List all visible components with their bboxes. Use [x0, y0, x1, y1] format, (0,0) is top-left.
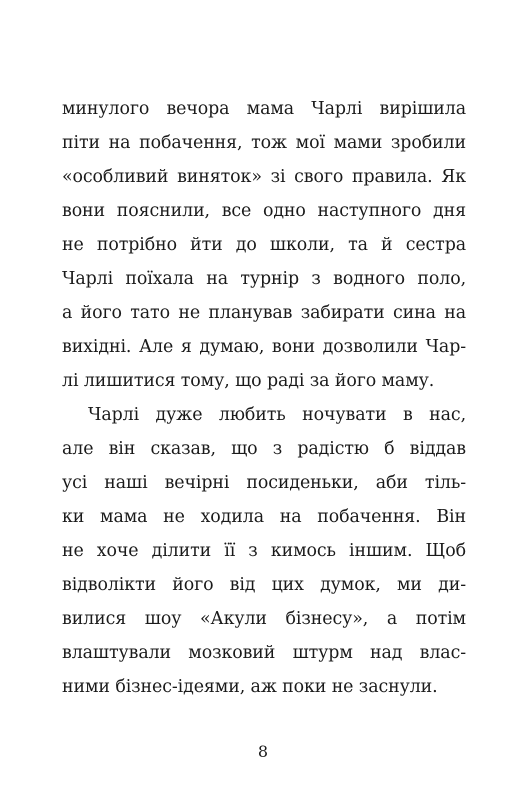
text-line: піти на побачення, тож мої мами зробили	[62, 133, 466, 153]
text-line: вони пояснили, все одно наступного дня	[62, 201, 466, 221]
text-line: а його тато не планував забирати сина на	[62, 303, 466, 323]
text-line: «особливий виняток» зі свого правила. Як	[62, 167, 466, 187]
text-line: лі лишитися тому, що раді за його маму.	[62, 371, 435, 391]
text-line: минулого вечора мама Чарлі вирішила	[62, 99, 466, 119]
text-line: але він сказав, що з радістю б віддав	[62, 439, 466, 459]
body-text	[62, 92, 466, 704]
text-line: відволікти його від цих думок, ми ди-	[62, 575, 466, 595]
text-line: Чарлі поїхала на турнір з водного поло,	[62, 269, 466, 289]
text-line: вилися шоу «Акули бізнесу», а потім	[62, 609, 466, 629]
text-line: ки мама не ходила на побачення. Він	[62, 507, 466, 527]
text-line: не хоче ділити її з кимось іншим. Щоб	[62, 541, 466, 561]
text-line: влаштували мозковий штурм над влас-	[62, 643, 466, 663]
text-line: Чарлі дуже любить ночувати в нас,	[88, 405, 466, 425]
text-line: не потрібно йти до школи, та й сестра	[62, 235, 466, 255]
page-number: 8	[257, 742, 269, 761]
text-line: усі наші вечірні посиденьки, аби тіль-	[62, 473, 466, 493]
text-line: ними бізнес-ідеями, аж поки не заснули.	[62, 677, 438, 697]
text-line: вихідні. Але я думаю, вони дозволили Чар-	[62, 337, 466, 357]
